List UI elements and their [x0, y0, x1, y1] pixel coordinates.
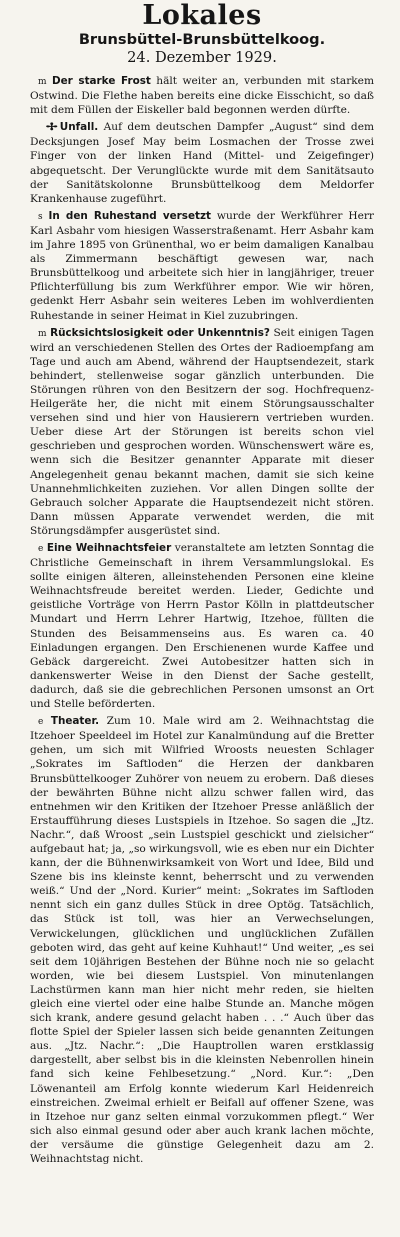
- date-line: 24. Dezember 1929.: [127, 49, 277, 66]
- article-body: veranstaltete am letzten Sonntag die Christliche Gemeinschaft in ihrem Versammlungslokal. Es sollte einigen älteren, alleinstehenden Personen eine kleine Weihnachtsfreude bereitet werden. Lieder, Gedichte und geistliche Vorträge von Herrn Pastor Kölln in plattdeutscher Mundart und Herrn Lehrer Hartwig, Itzehoe, füllten die Stunden des Beisammenseins aus. Es waren ca. 40 Einladungen ergangen. Den Erschienenen wurde Kaffee und Gebäck dargereicht. Zwei Autobesitzer hatten sich in dankenswerter Weise in den Dienst der Sache gestellt, dadurch, daß sie die gebrechlichen Personen umsonst an Ort und Stelle beförderten.: [30, 542, 374, 711]
- article-headline: Der starke Frost: [51, 75, 151, 87]
- place-line: Brunsbüttel-Brunsbüttelkoog.: [78, 31, 326, 48]
- article-body: hält weiter an, verbunden mit starkem Ostwind. Die Flethe haben bereits eine dicke Eisschicht, so daß mit dem Füllen der Eiskeller bald begonnen werden dürfte.: [30, 75, 374, 117]
- article-ruhestand: [30, 209, 374, 323]
- article-headline: In den Ruhestand versetzt: [48, 209, 212, 222]
- cross-marker-icon: ✢: [45, 122, 58, 134]
- article-headline: Unfall.: [59, 121, 99, 134]
- article-headline: Eine Weihnachtsfeier: [46, 542, 172, 554]
- article-theater: [30, 714, 374, 1166]
- article-mark: e: [38, 717, 44, 728]
- article-mark: s: [38, 211, 43, 222]
- article-frost: [30, 74, 374, 117]
- article-mark: m: [38, 328, 47, 339]
- article-body: Seit einigen Tagen wird an verschiedenen Stellen des Ortes der Radioempfang am Tage und auch am Abend, während der Hauptsendezeit, stark behindert, stellenweise sogar gänzlich unterbunden. Die Störungen rühren von den Besitzern der sog. Hochfrequenz-Heilgeräte her, die nicht mit einem Störungsausschalter versehen sind und hier von Hausierern vertrieben wurden. Ueber diese Art der Störungen ist bereits schon viel geschrieben und gesprochen worden. Wünschenswert wäre es, wenn sich die Besitzer genannter Apparate mit dieser Angelegenheit genau bekannt machen, damit sie sich keine Unannehmlichkeiten zuziehen. Vor allen Dingen sollte der Gebrauch solcher Apparate die Hauptsendezeit nicht stören. Dann müssen Apparate verwendet werden, die mit Störungsdämpfer ausgerüstet sind.: [30, 326, 374, 537]
- article-body: Auf dem deutschen Dampfer „August“ sind dem Decksjungen Josef May beim Losmachen der Trosse zwei Finger von der linken Hand (Mittel- und Zeigefinger) abgequetscht. Der Verunglückte wurde mit dem Sanitätsauto der Sanitätskolonne Brunsbüttelkoog dem Meldorfer Krankenhause zugeführt.: [30, 121, 375, 205]
- section-title: Lokales: [142, 0, 262, 31]
- article-body: wurde der Werkführer Herr Karl Asbahr vom hiesigen Wasserstraßenamt. Herr Asbahr kam im Jahre 1895 von Grünenthal, wo er beim damaligen Kanalbau als Zimmermann beschäftigt gewesen war, nach Brunsbüttelkoog und arbeitete sich hier in langjähriger, treuer Pflichterfüllung bis zum Werkführer empor. Wie wir hören, gedenkt Herr Asbahr sein weiteres Leben im wohlverdienten Ruhestande in seiner Heimat in Kiel zuzubringen.: [30, 209, 374, 322]
- article-mark: m: [38, 77, 47, 87]
- article-mark: e: [38, 544, 44, 554]
- article-unfall: [30, 120, 374, 206]
- article-radio-stoerungen: [30, 326, 374, 538]
- section-header: [30, 0, 374, 67]
- article-weihnachtsfeier: [30, 541, 374, 711]
- article-body: Zum 10. Male wird am 2. Weihnachtstag die Itzehoer Speeldeel im Hotel zur Kanalmündung auf die Bretter gehen, um sich mit Wilfried Wroosts neuesten Schlager „Sokrates im Saftloden“ die Herzen der dankbaren Brunsbüttelkooger Zuhörer von neuem zu erobern. Daß dieses der bewährten Bühne nicht allzu schwer fallen wird, das entnehmen wir den Kritiken der Itzehoer Presse anläßlich der Erstaufführung dieses Lustspiels in Itzehoe. So sagen die „Jtz. Nachr.“, daß Wroost „sein Lustspiel geschickt und zielsicher“ aufgebaut hat; ja, „so wirkungsvoll, wie es eben nur ein Dichter kann, der die Bühnenwirksamkeit von Wort und Idee, Bild und Szene bis ins kleinste kennt, beherrscht und zu verwenden weiß.“ Und der „Nord. Kurier“ meint: „Sokrates im Saftloden nennt sich ein ganz dulles Stück in dree Optög. Tatsächlich, das Stück ist toll, was hier an Verwechselungen, Verwickelungen, glücklichen und unglücklichen Zufällen geboten wird, das geht auf keine Kuhhaut!“ Und weiter, „es sei seit dem 10jährigen Bestehen der Bühne noch nie so gelacht worden, wie bei diesem Lustspiel. Von minutenlangen Lachstürmen kann man hier nicht mehr reden, sie hielten gleich eine viertel oder eine halbe Stunde an. Manche mögen sich krank, andere gesund gelacht haben . . .“ Auch über das flotte Spiel der Spieler lassen sich beide genannten Zeitungen aus. „Jtz. Nachr.“: „Die Hauptrollen waren erstklassig dargestellt, aber selbst bis in die kleinsten Nebenrollen hinein fand sich keine Fehlbesetzung.“ „Nord. Kur.“: „Den Löwenanteil am Erfolg konnte wiederum Karl Heidenreich einstreichen. Zweimal erhielt er Beifall auf offener Szene, was in Itzehoe nur ganz selten einmal vorzukommen pflegt.“ Wer sich also einmal gesund oder aber auch krank lachen möchte, der versäume die günstige Gelegenheit dazu am 2. Weihnachtstag nicht.: [30, 715, 374, 1166]
- article-headline: Rücksichtslosigkeit oder Unkenntnis?: [50, 326, 270, 339]
- article-headline: Theater.: [50, 715, 100, 728]
